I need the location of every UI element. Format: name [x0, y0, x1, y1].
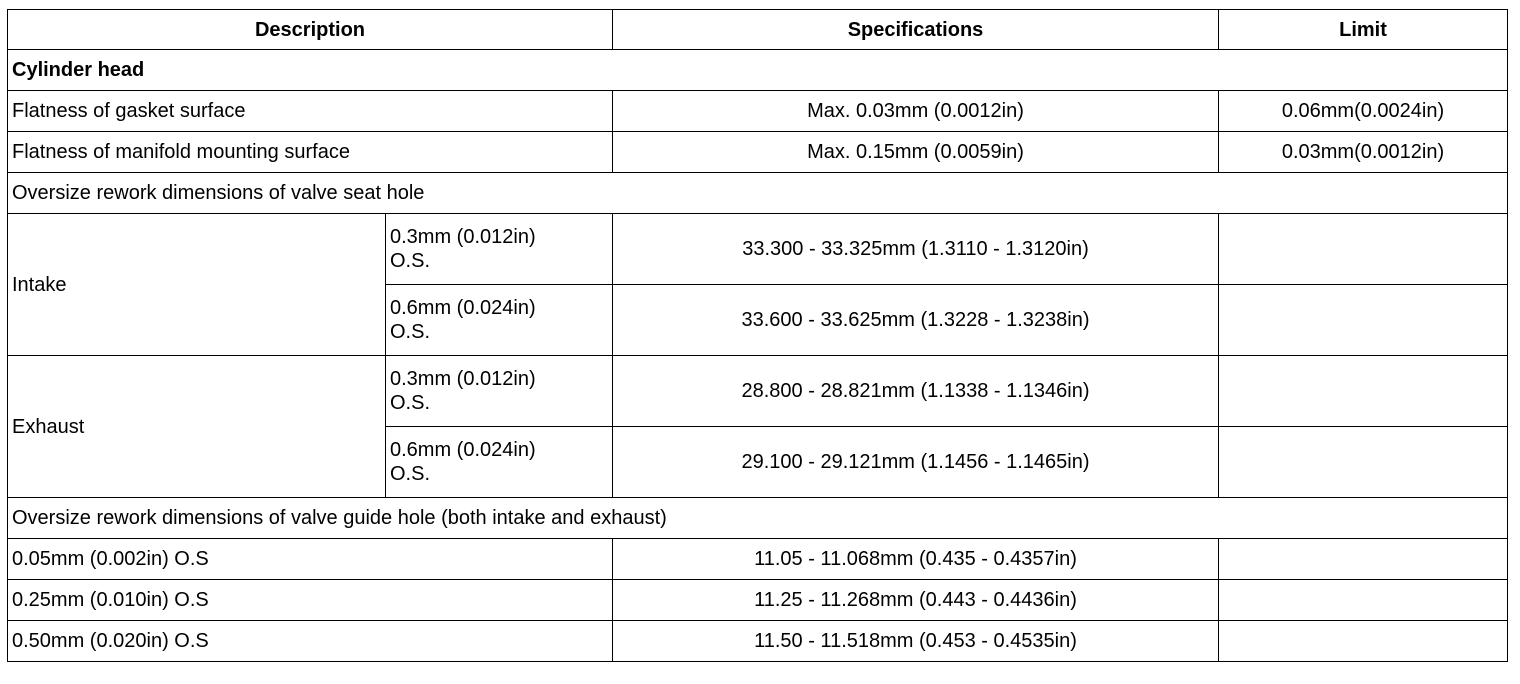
row-limit-empty [1219, 214, 1508, 285]
section-valve-guide: Oversize rework dimensions of valve guide hole (both intake and exhaust) [8, 498, 1508, 539]
oversize-suffix: O.S. [390, 250, 431, 272]
row-description: Flatness of gasket surface [8, 91, 613, 132]
section-cylinder-head: Cylinder head [8, 50, 1508, 91]
exhaust-label: Exhaust [8, 356, 386, 498]
row-spec: 11.50 - 11.518mm (0.453 - 0.4535in) [613, 621, 1219, 662]
row-spec: 33.600 - 33.625mm (1.3228 - 1.3238in) [613, 285, 1219, 356]
oversize-cell [386, 356, 613, 427]
row-spec: 29.100 - 29.121mm (1.1456 - 1.1465in) [613, 427, 1219, 498]
row-description: 0.25mm (0.010in) O.S [8, 580, 613, 621]
table-row [8, 214, 1508, 285]
header-row [8, 10, 1508, 50]
row-spec: Max. 0.03mm (0.0012in) [613, 91, 1219, 132]
section-row [8, 50, 1508, 91]
header-description: Description [8, 10, 613, 50]
row-limit-empty [1219, 285, 1508, 356]
row-limit: 0.03mm(0.0012in) [1219, 132, 1508, 173]
row-limit-empty [1219, 356, 1508, 427]
row-spec: 11.25 - 11.268mm (0.443 - 0.4436in) [613, 580, 1219, 621]
section-row [8, 173, 1508, 214]
row-limit-empty [1219, 621, 1508, 662]
oversize-suffix: O.S. [390, 321, 431, 343]
row-limit-empty [1219, 539, 1508, 580]
oversize-size: 0.6mm (0.024in) [390, 439, 536, 461]
table-row [8, 580, 1508, 621]
oversize-size: 0.3mm (0.012in) [390, 368, 536, 390]
table-row [8, 621, 1508, 662]
oversize-suffix: O.S. [390, 392, 431, 414]
section-valve-seat: Oversize rework dimensions of valve seat hole [8, 173, 1508, 214]
row-description: 0.50mm (0.020in) O.S [8, 621, 613, 662]
row-spec: 33.300 - 33.325mm (1.3110 - 1.3120in) [613, 214, 1219, 285]
table-row [8, 91, 1508, 132]
row-description: Flatness of manifold mounting surface [8, 132, 613, 173]
header-limit: Limit [1219, 10, 1508, 50]
row-spec: 28.800 - 28.821mm (1.1338 - 1.1346in) [613, 356, 1219, 427]
spec-table [7, 9, 1508, 662]
oversize-suffix: O.S. [390, 463, 431, 485]
oversize-cell [386, 214, 613, 285]
row-limit-empty [1219, 427, 1508, 498]
oversize-cell [386, 285, 613, 356]
row-spec: Max. 0.15mm (0.0059in) [613, 132, 1219, 173]
row-limit-empty [1219, 580, 1508, 621]
oversize-size: 0.3mm (0.012in) [390, 226, 536, 248]
row-spec: 11.05 - 11.068mm (0.435 - 0.4357in) [613, 539, 1219, 580]
section-row [8, 498, 1508, 539]
header-specifications: Specifications [613, 10, 1219, 50]
row-limit: 0.06mm(0.0024in) [1219, 91, 1508, 132]
row-description: 0.05mm (0.002in) O.S [8, 539, 613, 580]
oversize-cell [386, 427, 613, 498]
intake-label: Intake [8, 214, 386, 356]
table-row [8, 539, 1508, 580]
table-row [8, 356, 1508, 427]
oversize-size: 0.6mm (0.024in) [390, 297, 536, 319]
table-row [8, 132, 1508, 173]
